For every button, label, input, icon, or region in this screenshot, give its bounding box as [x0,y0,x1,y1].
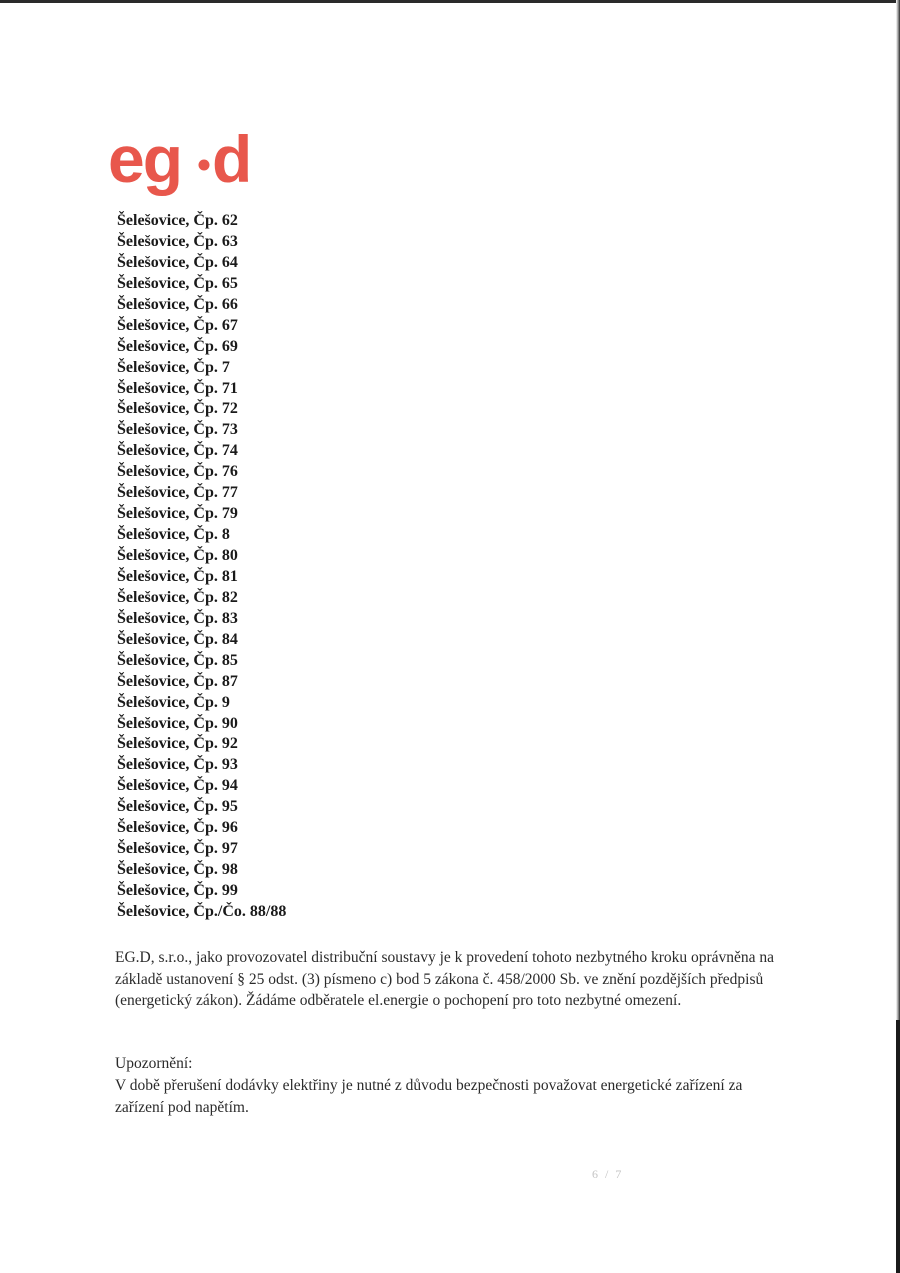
address-item: Šelešovice, Čp. 92 [117,735,238,753]
address-item: Šelešovice, Čp. 71 [117,379,238,397]
legal-paragraph: EG.D, s.r.o., jako provozovatel distribuční soustavy je k provedení tohoto nezbytného kroku oprávněna na základě ustanovení § 25 odst. (3) písmeno c) bod 5 zákona č. 458/2000 Sb. ve znění pozdějších předpisů (energetický zákon). Žádáme odběratele el.energie o pochopení pro toto nezbytné omezení. [115,949,775,1009]
address-item: Šelešovice, Čp. 98 [117,861,238,879]
address-item: Šelešovice, Čp. 87 [117,672,238,690]
address-item: Šelešovice, Čp. 74 [117,442,238,460]
address-item: Šelešovice, Čp. 66 [117,295,238,313]
logo-text-left: eg [108,124,182,196]
address-item: Šelešovice, Čp. 9 [117,693,230,711]
scan-top-edge [0,0,900,3]
address-item: Šelešovice, Čp. 90 [117,714,238,732]
page-number: 6 / 7 [592,1167,624,1181]
address-item: Šelešovice, Čp. 99 [117,882,238,899]
address-item: Šelešovice, Čp. 93 [117,756,238,774]
address-item: Šelešovice, Čp. 80 [117,547,238,564]
logo-dot [199,160,210,171]
address-item: Šelešovice, Čp. 83 [117,609,238,627]
address-item: Šelešovice, Čp. 7 [117,358,230,376]
scan-right-edge-shadow [896,1020,900,1273]
logo-text-right: d [212,124,253,196]
address-item: Šelešovice, Čp. 65 [117,274,238,292]
address-item: Šelešovice, Čp. 94 [117,777,238,795]
address-item: Šelešovice, Čp. 63 [117,232,238,250]
address-item: Šelešovice, Čp. 62 [117,212,238,229]
address-item: Šelešovice, Čp. 95 [117,798,238,816]
address-item: Šelešovice, Čp. 96 [117,819,238,837]
address-item: Šelešovice, Čp. 67 [117,316,238,334]
address-item: Šelešovice, Čp. 69 [117,337,238,355]
address-item: Šelešovice, Čp. 8 [117,526,230,544]
warning-text: V době přerušení dodávky elektřiny je nutné z důvodu bezpečnosti považovat energetické zařízení za zařízení pod napětím. [115,1077,743,1116]
address-item: Šelešovice, Čp. 76 [117,463,238,481]
address-item: Šelešovice, Čp. 72 [117,400,238,418]
address-item: Šelešovice, Čp. 77 [117,484,238,502]
address-item: Šelešovice, Čp. 64 [117,253,238,271]
address-item: Šelešovice, Čp. 82 [117,588,238,606]
address-item: Šelešovice, Čp. 73 [117,421,238,439]
address-item: Šelešovice, Čp. 79 [117,505,238,523]
address-item: Šelešovice, Čp. 81 [117,567,238,585]
address-item: Šelešovice, Čp. 85 [117,651,238,669]
address-list [117,211,286,923]
address-item: Šelešovice, Čp. 97 [117,840,238,858]
warning-heading: Upozornění: [115,1055,193,1072]
address-item: Šelešovice, Čp./Čo. 88/88 [117,902,287,920]
address-item: Šelešovice, Čp. 84 [117,630,238,648]
egd-logo [108,124,268,204]
